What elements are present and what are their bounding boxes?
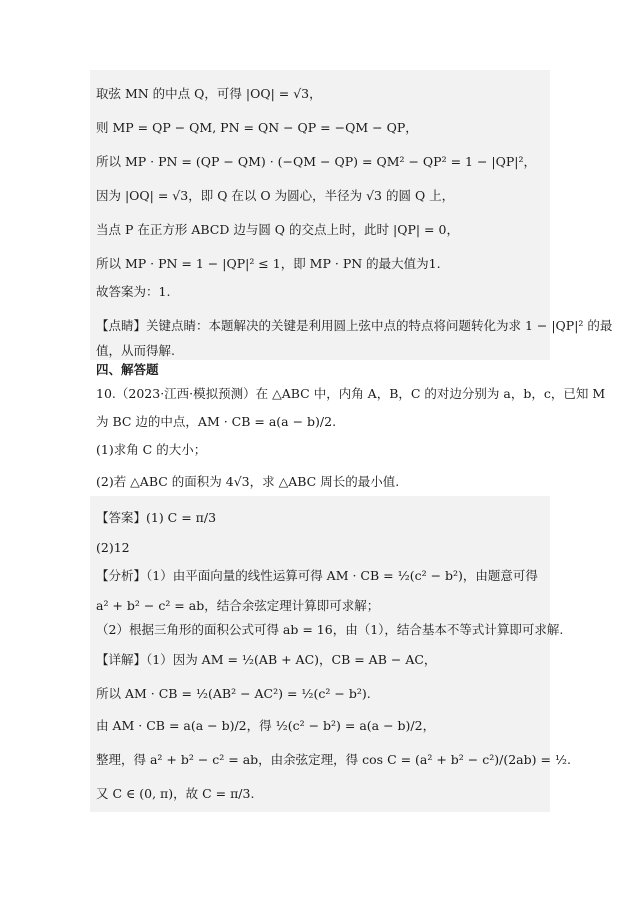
note-line-2: 值，从而得解.: [96, 343, 175, 358]
detail-line-5: 又 C ∈ (0, π)，故 C = π/3.: [96, 786, 255, 801]
text-line-4: 因为 |OQ| = √3，即 Q 在以 O 为圆心，半径为 √3 的圆 Q 上，: [96, 188, 455, 203]
question-part-1: (1)求角 C 的大小；: [96, 442, 207, 457]
solution-panel-top: [90, 70, 550, 360]
question-line-1: 10.（2023·江西·模拟预测）在 △ABC 中，内角 A，B，C 的对边分别为 a，b，c，已知 M: [96, 386, 606, 401]
text-line-5: 当点 P 在正方形 ABCD 边与圆 Q 的交点上时，此时 |QP| = 0，: [96, 222, 459, 237]
section-heading: 四、解答题: [96, 362, 159, 377]
analysis-line-2: a² + b² − c² = ab，结合余弦定理计算即可求解；: [96, 598, 380, 613]
text-line-7: 故答案为：1.: [96, 284, 171, 299]
detail-line-1: 【详解】（1）因为 AM = ½(AB + AC)，CB = AB − AC，: [96, 652, 437, 667]
detail-line-3: 由 AM · CB = a(a − b)/2，得 ½(c² − b²) = a(a − b)/2，: [96, 718, 436, 733]
analysis-line-1: 【分析】（1）由平面向量的线性运算可得 AM · CB = ½(c² − b²)，由题意可得: [96, 568, 538, 583]
question-part-2: (2)若 △ABC 的面积为 4√3，求 △ABC 周长的最小值.: [96, 474, 400, 489]
text-line-2: 则 MP = QP − QM, PN = QN − QP = −QM − QP，: [96, 120, 418, 135]
detail-line-4: 整理，得 a² + b² − c² = ab，由余弦定理，得 cos C = (a² + b² − c²)/(2ab) = ½.: [96, 752, 572, 767]
note-line-1: 【点睛】关键点睛：本题解决的关键是利用圆上弦中点的特点将问题转化为求 1 − |QP|² 的最: [96, 318, 613, 333]
text-line-3: 所以 MP · PN = (QP − QM) · (−QM − QP) = QM² − QP² = 1 − |QP|²，: [96, 154, 536, 169]
detail-line-2: 所以 AM · CB = ½(AB² − AC²) = ½(c² − b²).: [96, 686, 371, 701]
text-line-1: 取弦 MN 的中点 Q，可得 |OQ| = √3，: [96, 86, 322, 101]
analysis-line-3: （2）根据三角形的面积公式可得 ab = 16，由（1），结合基本不等式计算即可求解.: [96, 622, 564, 637]
answer-line-2: (2)12: [96, 540, 130, 555]
answer-line-1: 【答案】(1) C = π/3: [96, 510, 217, 525]
question-line-2: 为 BC 边的中点，AM · CB = a(a − b)/2.: [96, 414, 337, 429]
text-line-6: 所以 MP · PN = 1 − |QP|² ≤ 1，即 MP · PN 的最大值为1.: [96, 256, 441, 271]
